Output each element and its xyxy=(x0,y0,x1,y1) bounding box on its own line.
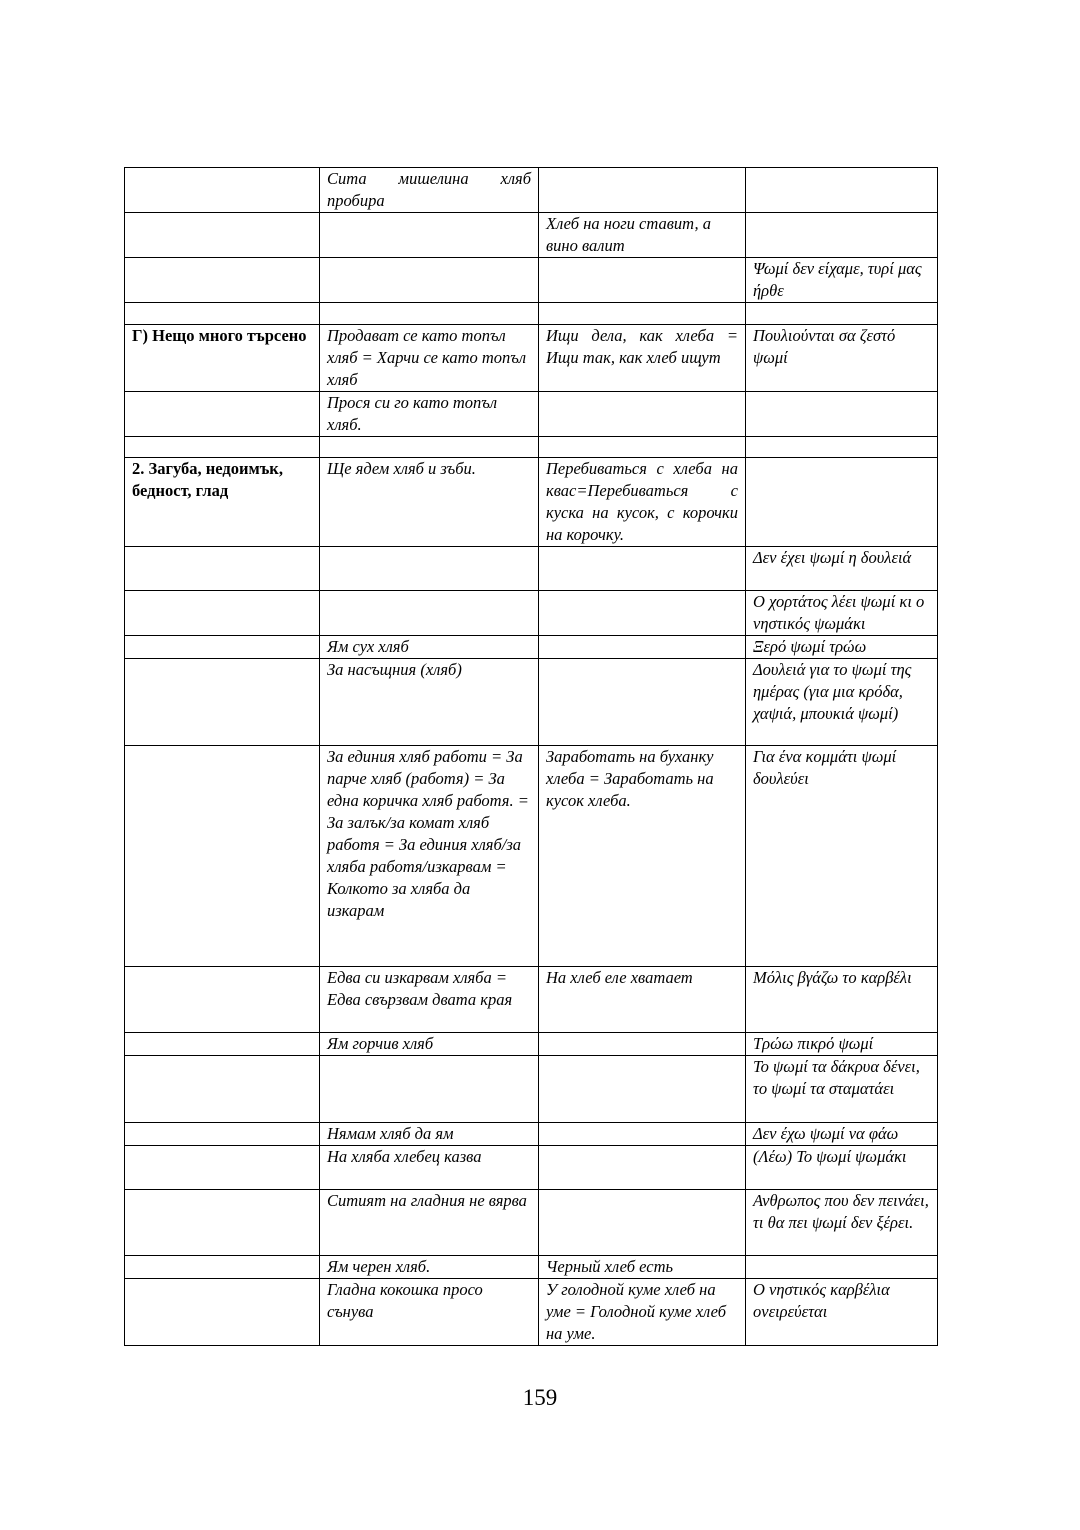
table-cell: Ще ядем хляб и зъби. xyxy=(320,458,539,547)
table-cell xyxy=(539,1146,746,1190)
table-cell: Перебиваться с хлеба на квас=Перебиваться с куска на кусок, с корочки на корочку. xyxy=(539,458,746,547)
table-row xyxy=(125,1279,938,1346)
table-cell: Ο νηστικός καρβέλια ονειρεύεται xyxy=(746,1279,938,1346)
table-cell xyxy=(125,1146,320,1190)
table-cell: На хлеб еле хватает xyxy=(539,967,746,1033)
table-cell xyxy=(320,1056,539,1123)
table-cell xyxy=(125,1056,320,1123)
table-row xyxy=(125,636,938,659)
table-cell: (Λέω) Το ψωμί ψωμάκι xyxy=(746,1146,938,1190)
table-cell: 2. Загуба, недоимък, бедност, глад xyxy=(125,458,320,547)
table-cell: Едва си изкарвам хляба = Едва свързвам двата края xyxy=(320,967,539,1033)
table-cell: Продават се като топъл хляб = Харчи се като топъл хляб xyxy=(320,325,539,392)
table-cell xyxy=(746,303,938,325)
table-cell xyxy=(125,547,320,591)
table-cell: Заработать на буханку хлеба = Заработать на кусок хлеба. xyxy=(539,746,746,967)
table-cell: Πουλιούνται σα ζεστό ψωμί xyxy=(746,325,938,392)
table-cell: Δουλειά για το ψωμί της ημέρας (για μια κρόδα, χαψιά, μπουκιά ψωμί) xyxy=(746,659,938,746)
table-cell xyxy=(125,303,320,325)
table-row xyxy=(125,303,938,325)
table-row xyxy=(125,1056,938,1123)
table-cell: Δεν έχει ψωμί η δουλειά xyxy=(746,547,938,591)
table-cell: Για ένα κομμάτι ψωμί δουλεύει xyxy=(746,746,938,967)
table-row xyxy=(125,1123,938,1146)
table-cell xyxy=(125,168,320,213)
table-row xyxy=(125,1033,938,1056)
table-cell: Μόλις βγάζω το καρβέλι xyxy=(746,967,938,1033)
table-cell xyxy=(125,1123,320,1146)
table-cell xyxy=(125,591,320,636)
table-cell xyxy=(320,437,539,458)
table-cell xyxy=(539,547,746,591)
table-cell: Черный хлеб есть xyxy=(539,1256,746,1279)
table-cell xyxy=(539,1056,746,1123)
page-number: 159 xyxy=(522,1385,558,1410)
table-cell xyxy=(125,1279,320,1346)
table-cell xyxy=(125,1256,320,1279)
table-cell xyxy=(320,591,539,636)
table-cell: Ψωμί δεν είχαμε, τυρί μας ήρθε xyxy=(746,258,938,303)
table-row xyxy=(125,967,938,1033)
table-cell xyxy=(539,1190,746,1256)
table-cell: За единия хляб работи = За парче хляб (работя) = За една коричка хляб работя. = За залък/за комат хляб работя = За единия хляб/за хляба работя/изкарвам = Колкото за хляба да изкарам xyxy=(320,746,539,967)
table-row xyxy=(125,1256,938,1279)
table-cell xyxy=(539,1123,746,1146)
table-cell: Ям сух хляб xyxy=(320,636,539,659)
table-cell xyxy=(125,636,320,659)
table-cell xyxy=(539,636,746,659)
table-cell xyxy=(125,1190,320,1256)
proverbs-table xyxy=(124,167,938,1346)
table-cell: Ищи дела, как хлеба = Ищи так, как хлеб ищут xyxy=(539,325,746,392)
table-cell: Τρώω πικρό ψωμί xyxy=(746,1033,938,1056)
proverbs-table-body xyxy=(125,168,938,1346)
table-cell: Г) Нещо много търсено xyxy=(125,325,320,392)
table-cell xyxy=(746,458,938,547)
table-cell: Гладна кокошка просо сънува xyxy=(320,1279,539,1346)
table-cell xyxy=(125,437,320,458)
table-cell xyxy=(125,392,320,437)
table-cell xyxy=(539,659,746,746)
table-cell xyxy=(125,967,320,1033)
table-cell: Ξερό ψωμί τρώω xyxy=(746,636,938,659)
table-row xyxy=(125,168,938,213)
table-cell xyxy=(539,168,746,213)
table-cell: Ситият на гладния не вярва xyxy=(320,1190,539,1256)
table-cell xyxy=(539,591,746,636)
table-cell: У голодной куме хлеб на уме = Голодной куме хлеб на уме. xyxy=(539,1279,746,1346)
table-row xyxy=(125,213,938,258)
table-row xyxy=(125,437,938,458)
table-cell xyxy=(125,213,320,258)
table-cell: Ο χορτάτος λέει ψωμί κι ο νηστικός ψωμάκι xyxy=(746,591,938,636)
table-row xyxy=(125,659,938,746)
table-row xyxy=(125,746,938,967)
table-cell xyxy=(746,437,938,458)
table-cell: Το ψωμί τα δάκρυα δένει, το ψωμί τα σταματάει xyxy=(746,1056,938,1123)
table-row xyxy=(125,547,938,591)
table-cell: Ям горчив хляб xyxy=(320,1033,539,1056)
table-cell xyxy=(125,659,320,746)
table-cell xyxy=(746,1256,938,1279)
table-cell xyxy=(539,258,746,303)
table-row xyxy=(125,325,938,392)
table-cell xyxy=(539,1033,746,1056)
table-cell xyxy=(539,303,746,325)
table-cell: За насъщния (хляб) xyxy=(320,659,539,746)
table-cell xyxy=(125,746,320,967)
table-row xyxy=(125,1190,938,1256)
table-row xyxy=(125,458,938,547)
table-cell xyxy=(125,258,320,303)
table-cell: Сита мишелина хляб пробира xyxy=(320,168,539,213)
table-cell xyxy=(539,392,746,437)
table-cell xyxy=(320,213,539,258)
table-cell: Прося си го като топъл хляб. xyxy=(320,392,539,437)
table-row xyxy=(125,392,938,437)
table-cell xyxy=(320,258,539,303)
table-cell xyxy=(746,168,938,213)
table-cell xyxy=(320,303,539,325)
table-cell: Ανθρωπος που δεν πεινάει, τι θα πει ψωμί δεν ξέρει. xyxy=(746,1190,938,1256)
table-cell xyxy=(746,213,938,258)
table-row xyxy=(125,1146,938,1190)
table-cell: Ям черен хляб. xyxy=(320,1256,539,1279)
table-row xyxy=(125,591,938,636)
table-cell xyxy=(746,392,938,437)
table-cell xyxy=(539,437,746,458)
table-cell: Хлеб на ноги ставит, а вино валит xyxy=(539,213,746,258)
table-cell: Δεν έχω ψωμί να φάω xyxy=(746,1123,938,1146)
table-cell xyxy=(320,547,539,591)
table-row xyxy=(125,258,938,303)
table-cell xyxy=(125,1033,320,1056)
table-cell: На хляба хлебец казва xyxy=(320,1146,539,1190)
table-cell: Нямам хляб да ям xyxy=(320,1123,539,1146)
